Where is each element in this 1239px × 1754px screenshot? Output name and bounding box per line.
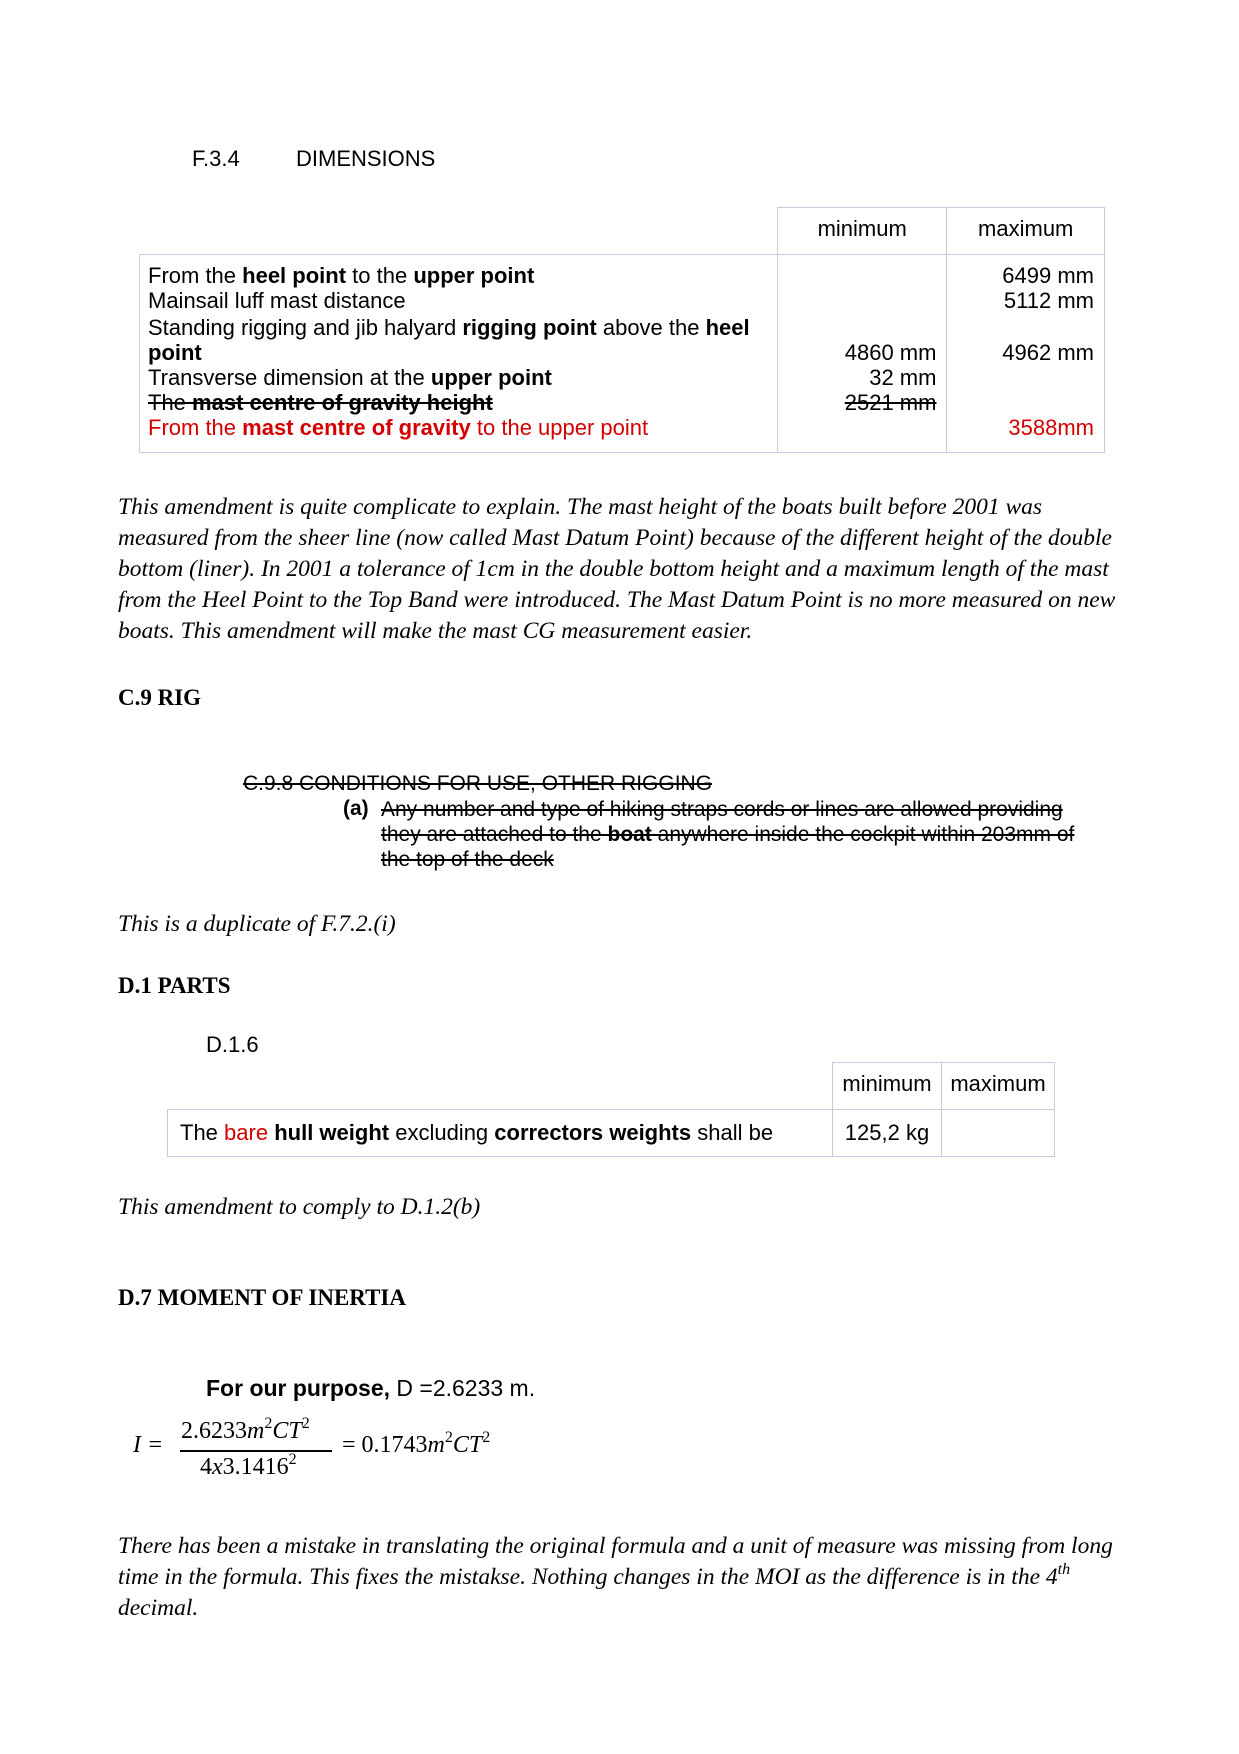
min-cg-height-deleted: 2521 mm	[844, 390, 937, 415]
hull-weight-maximum	[942, 1110, 1055, 1157]
section-heading-c9: C.9 RIG	[118, 685, 202, 710]
max-luff-distance: 5112 mm	[1003, 288, 1094, 313]
fraction-bar	[180, 1450, 332, 1452]
amendment-explanation: This amendment is quite complicate to explain. The mast height of the boats built before 2001 was measured from the sheer line (now called Mast Datum Point) because of the different height of the double bottom (liner). In 2001 a tolerance of 1cm in the double bottom height and a maximum length of the mast from the Heel Point to the Top Band were introduced. The Mast Datum Point is no more measured on new boats. This amendment will make the mast CG measurement easier.	[118, 494, 1116, 644]
row-heel-to-upper: From the heel point to the upper point	[148, 263, 535, 288]
hull-weight-table	[167, 1062, 1055, 1157]
comply-note: This amendment to comply to D.1.2(b)	[118, 1194, 481, 1220]
max-rigging-point: 4962 mm	[1002, 340, 1094, 365]
row-rigging-point: Standing rigging and jib halyard rigging point above the heel point	[148, 315, 750, 365]
hull-weight-description: The bare hull weight excluding correctors weights shall be	[168, 1110, 833, 1157]
item-label-a: (a)	[343, 797, 369, 820]
formula-result: = $0.1743m^2CT^2$	[342, 1429, 491, 1458]
min-rigging-point: 4860 mm	[844, 340, 937, 365]
formula-lhs: I =	[133, 1432, 164, 1458]
row-cg-to-upper-added: From the mast centre of gravity to the upper point	[148, 415, 649, 440]
closing-note: There has been a mistake in translating the original formula and a unit of measure was missing from long time in the formula. This fixes the mistakse. Nothing changes in the MOI as the difference is in the 4th decimal.	[118, 1533, 1113, 1621]
dimensions-table	[139, 207, 1105, 453]
section-heading-d7: D.7 MOMENT OF INERTIA	[118, 1285, 406, 1310]
item-a-text-deleted: Any number and type of hiking straps cords or lines are allowed providing they are attached to the boat anywhere inside the cockpit within 203mm of the top of the deck	[381, 798, 1075, 871]
header-minimum: minimum	[777, 208, 947, 255]
table-row	[168, 1110, 1055, 1157]
max-heel-to-upper: 6499 mm	[1002, 263, 1094, 288]
header-maximum: maximum	[942, 1063, 1055, 1110]
section-number-f34: F.3.4	[192, 146, 240, 171]
table-row	[140, 255, 1105, 453]
table-header-row	[140, 208, 1105, 255]
subsection-c98-deleted: C.9.8 CONDITIONS FOR USE, OTHER RIGGING	[243, 772, 713, 795]
description-cell	[140, 255, 778, 453]
minimum-cell	[777, 255, 947, 453]
row-transverse: Transverse dimension at the upper point	[148, 365, 552, 390]
section-title-dimensions: DIMENSIONS	[296, 146, 436, 171]
formula-numerator: $2.6233m^2CT^2$	[181, 1415, 310, 1444]
row-luff-distance: Mainsail luff mast distance	[148, 288, 406, 313]
formula-denominator: 4x3.1416$^2$	[200, 1451, 297, 1480]
duplicate-note: This is a duplicate of F.7.2.(i)	[118, 911, 396, 937]
purpose-statement: For our purpose, D =2.6233 m.	[206, 1375, 536, 1401]
maximum-cell	[947, 255, 1105, 453]
header-maximum: maximum	[947, 208, 1105, 255]
subsection-d16: D.1.6	[206, 1032, 259, 1057]
row-cg-height-deleted: The mast centre of gravity height	[148, 390, 493, 415]
header-minimum: minimum	[833, 1063, 942, 1110]
table-header-row	[168, 1063, 1055, 1110]
min-transverse: 32 mm	[869, 365, 937, 390]
hull-weight-minimum: 125,2 kg	[833, 1110, 942, 1157]
max-cg-to-upper-added: 3588mm	[1008, 415, 1094, 440]
section-heading-d1: D.1 PARTS	[118, 973, 231, 998]
